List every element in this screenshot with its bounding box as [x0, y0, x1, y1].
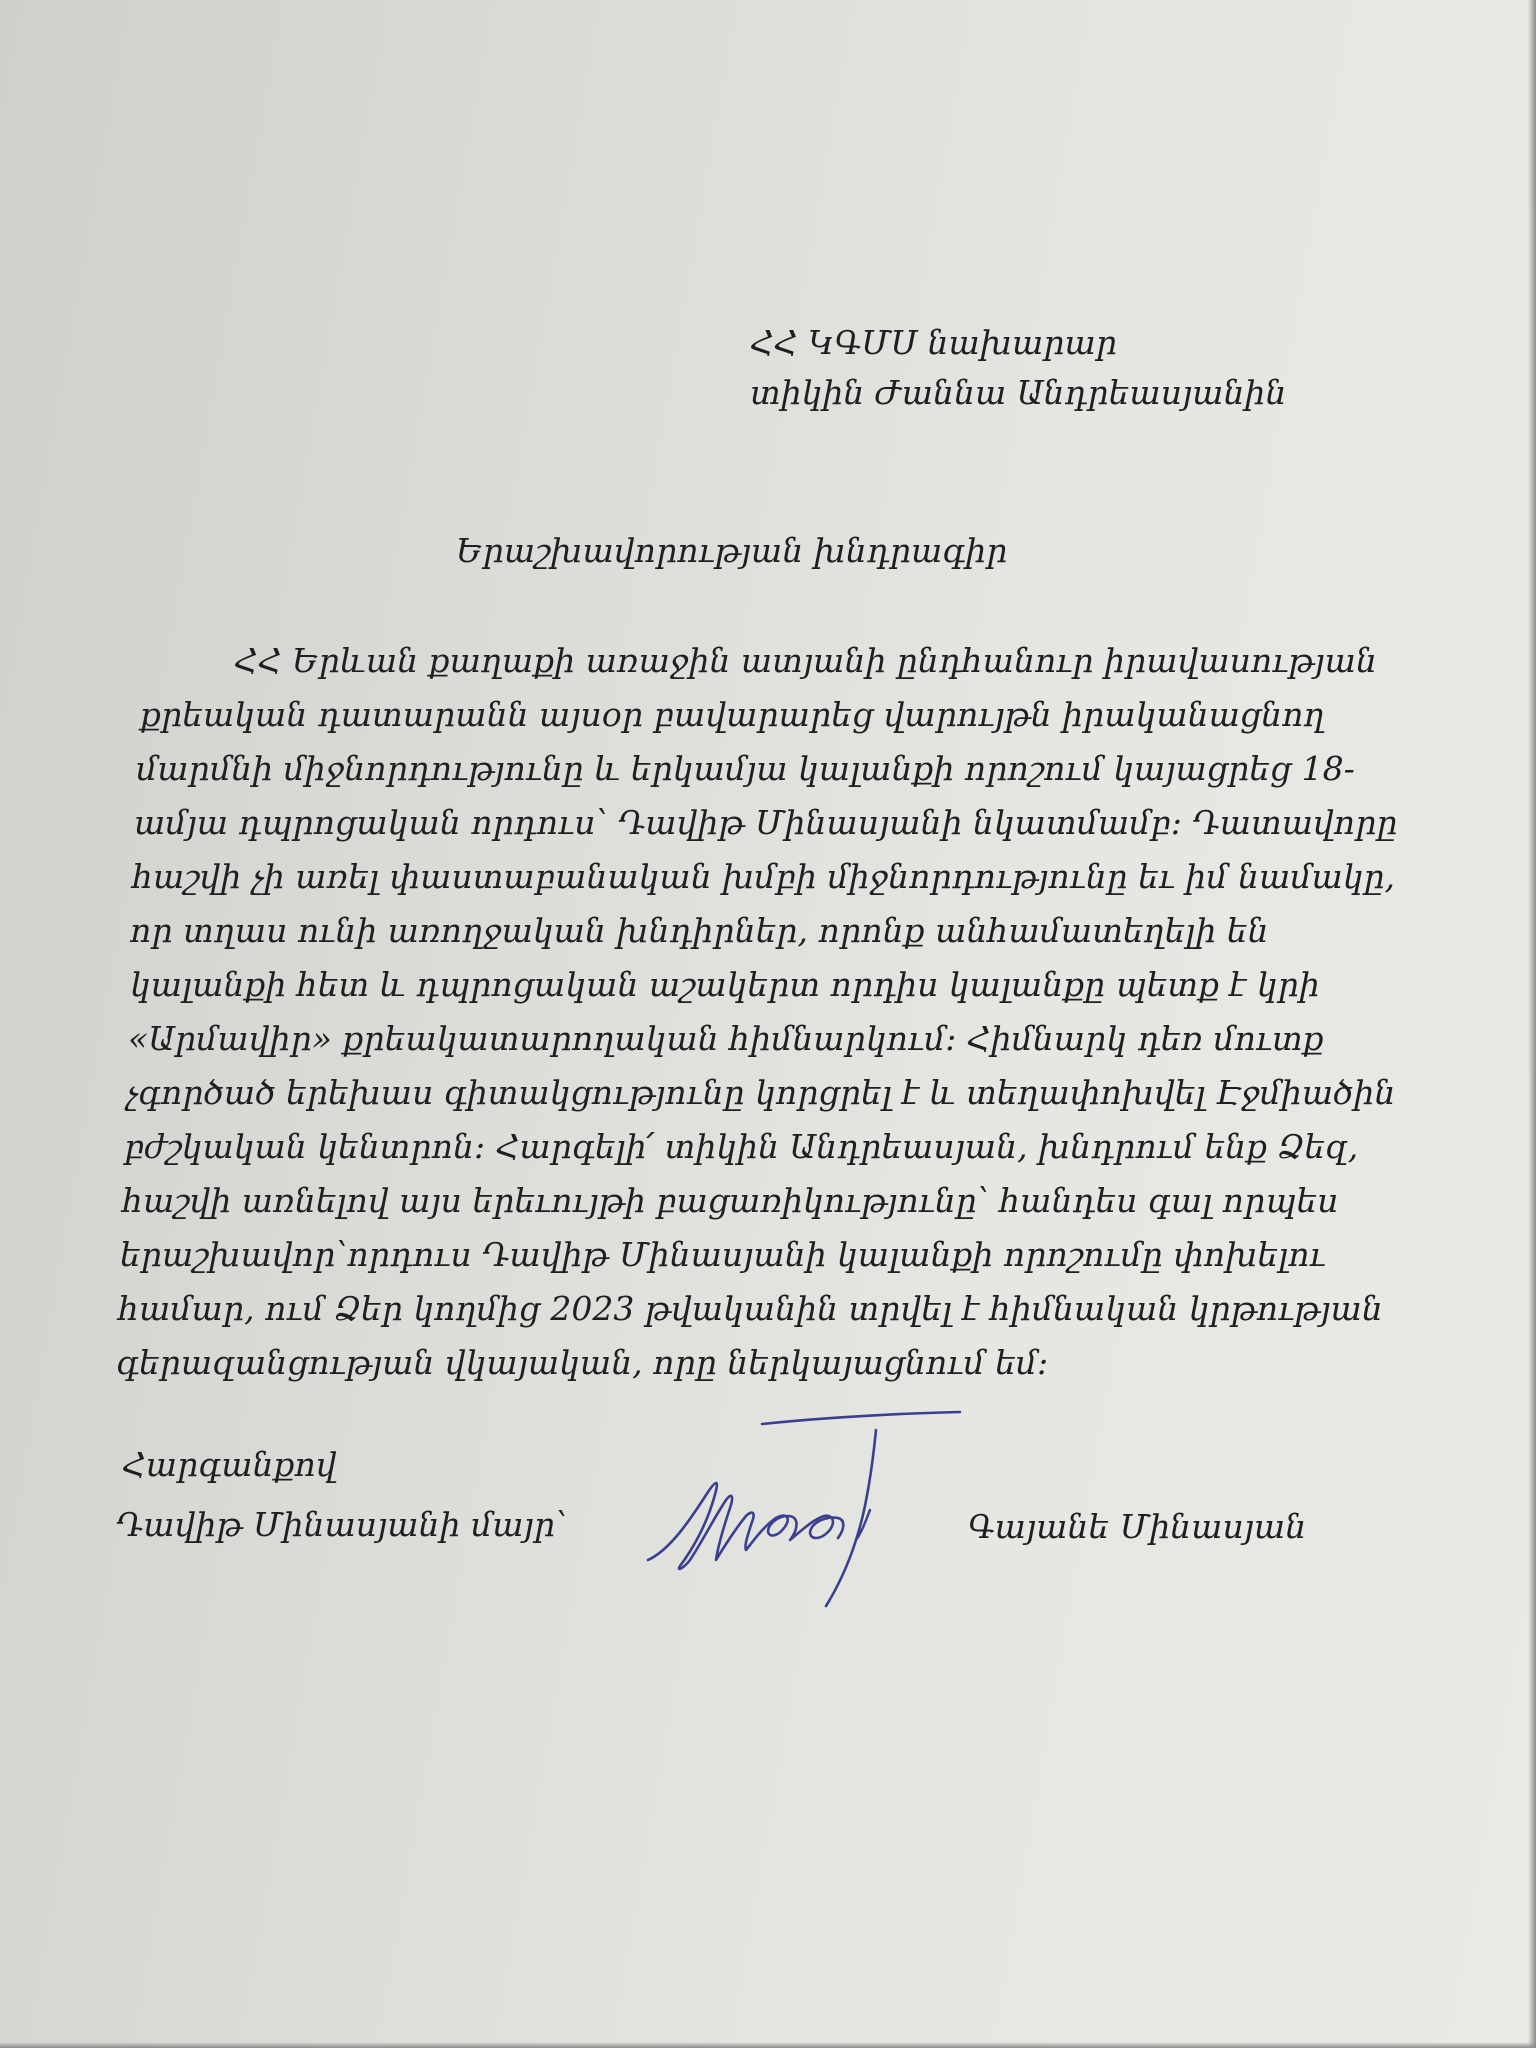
- addressee-block: [750, 318, 1286, 418]
- closing-salutation: Հարգանքով: [122, 1445, 337, 1484]
- body-line: հաշվի առնելով այս երեւույթի բացառիկությունը՝ հանդես գալ որպես: [122, 1181, 1339, 1220]
- body-line: բժշկական կենտրոն: Հարգելի՛ տիկին Անդրեասյան, խնդրում ենք Ձեզ,: [124, 1127, 1359, 1166]
- handwritten-signature: [630, 1400, 970, 1610]
- body-line: ՀՀ Երևան քաղաքի առաջին ատյանի ընդհանուր իրավասության: [234, 641, 1377, 680]
- body-line: հաշվի չի առել փաստաբանական խմբի միջնորդությունը եւ իմ նամակը,: [132, 857, 1396, 896]
- body-line: մարմնի միջնորդությունը և երկամյա կալանքի որոշում կայացրեց 18-: [136, 749, 1355, 788]
- body-line: չգործած երեխաս գիտակցությունը կորցրել է և տեղափոխվել Էջմիածին: [126, 1073, 1396, 1112]
- paper-bottom-shadow: [0, 2042, 1536, 2048]
- paper-edge-shadow: [1528, 0, 1536, 2048]
- body-line: ամյա դպրոցական որդուս՝ Դավիթ Մինասյանի նկատմամբ: Դատավորը: [134, 803, 1398, 842]
- body-line: կալանքի հետ և դպրոցական աշակերտ որդիս կալանքը պետք է կրի: [130, 965, 1320, 1004]
- body-line: երաշխավոր՝որդուս Դավիթ Մինասյանի կալանքի որոշումը փոխելու: [120, 1235, 1326, 1274]
- signer-name: Գայանե Մինասյան: [968, 1507, 1307, 1546]
- addressee-line-2: տիկին Ժաննա Անդրեասյանին: [750, 373, 1287, 412]
- letter-title: Երաշխավորության խնդրագիր: [456, 531, 1008, 570]
- addressee-line-1: ՀՀ ԿԳՄՍ նախարար: [750, 323, 1118, 362]
- body-line: համար, ում Ձեր կողմից 2023 թվականին տրվել է հիմնական կրթության: [118, 1289, 1383, 1328]
- body-line: գերազանցության վկայական, որը ներկայացնում եմ:: [116, 1343, 1049, 1382]
- sender-relation: Դավիթ Մինասյանի մայր՝: [116, 1505, 567, 1544]
- body-line: քրեական դատարանն այսօր բավարարեց վարույթն իրականացնող: [140, 695, 1325, 734]
- body-line: որ տղաս ունի առողջական խնդիրներ, որոնք անհամատեղելի են: [130, 911, 1269, 950]
- body-line: «Արմավիր» քրեակատարողական հիմնարկում: Հիմնարկ դեռ մուտք: [128, 1019, 1324, 1058]
